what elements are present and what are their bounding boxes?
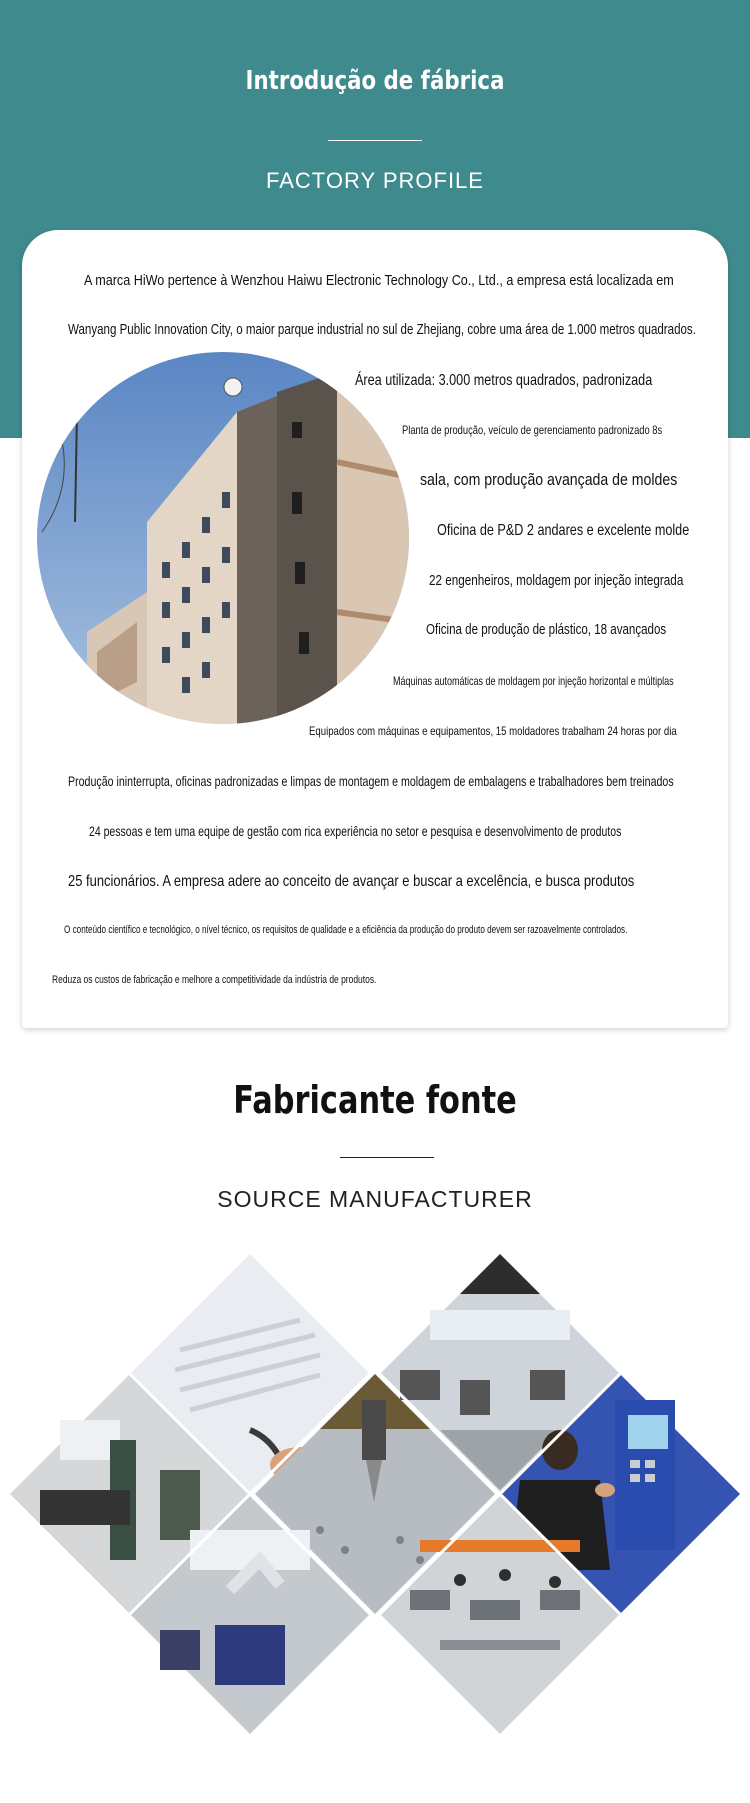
profile-line-8: Oficina de produção de plástico, 18 avançados xyxy=(426,621,667,638)
page-subtitle: FACTORY PROFILE xyxy=(266,168,484,193)
page-title: Introdução de fábrica xyxy=(245,66,505,96)
profile-line-12: 24 pessoas e tem uma equipe de gestão com rica experiência no setor e pesquisa e desenvolvimento de produtos xyxy=(89,823,622,839)
profile-line-3: Área utilizada: 3.000 metros quadrados, padronizada xyxy=(355,372,653,389)
section-title: Fabricante fonte xyxy=(233,1078,517,1122)
section-divider xyxy=(340,1157,434,1158)
profile-line-10: Equipados com máquinas e equipamentos, 15 moldadores trabalham 24 horas por dia xyxy=(309,724,677,738)
title-divider xyxy=(328,140,422,141)
profile-line-1: A marca HiWo pertence à Wenzhou Haiwu Electronic Technology Co., Ltd., a empresa está localizada em xyxy=(84,272,674,289)
profile-line-5: sala, com produção avançada de moldes xyxy=(420,470,678,489)
section-subtitle: SOURCE MANUFACTURER xyxy=(217,1186,533,1212)
profile-line-13: 25 funcionários. A empresa adere ao conceito de avançar e buscar a excelência, e busca produtos xyxy=(68,873,635,890)
factory-building-photo xyxy=(37,352,409,724)
profile-line-4: Planta de produção, veículo de gerenciamento padronizado 8s xyxy=(402,423,663,437)
workshop-photo-mosaic xyxy=(0,1240,750,1760)
profile-line-11: Produção ininterrupta, oficinas padronizadas e limpas de montagem e moldagem de embalagens e trabalhadores bem treinados xyxy=(68,773,674,789)
profile-line-14: O conteúdo científico e tecnológico, o nível técnico, os requisitos de qualidade e a eficiência da produção do produto devem ser razoavelmente controlados. xyxy=(64,924,628,936)
profile-line-6: Oficina de P&D 2 andares e excelente molde xyxy=(437,522,690,539)
profile-line-7: 22 engenheiros, moldagem por injeção integrada xyxy=(429,572,684,589)
profile-line-9: Máquinas automáticas de moldagem por injeção horizontal e múltiplas xyxy=(393,674,674,688)
profile-line-15: Reduza os custos de fabricação e melhore a competitividade da indústria de produtos. xyxy=(52,974,377,986)
profile-line-2: Wanyang Public Innovation City, o maior parque industrial no sul de Zhejiang, cobre uma área de 1.000 metros quadrados. xyxy=(68,321,696,338)
